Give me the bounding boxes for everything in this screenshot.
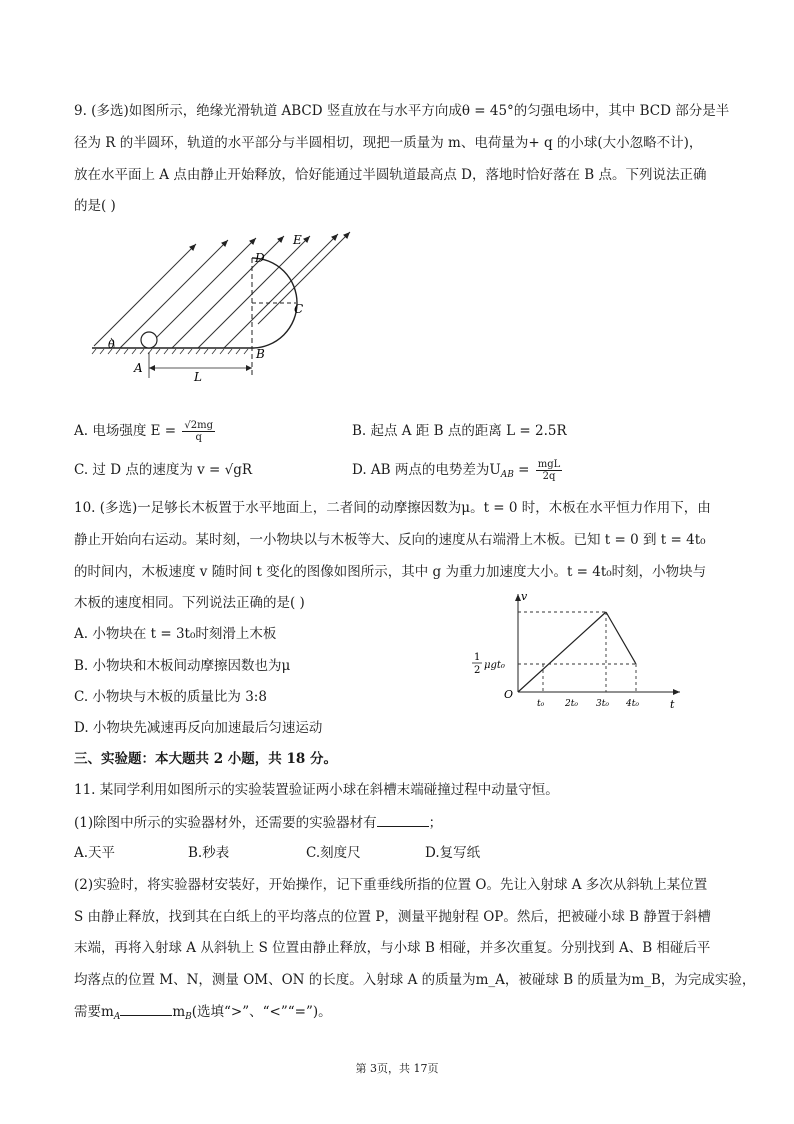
q10-line-3: 的时间内，木板速度 v 随时间 t 变化的图像如图所示，其中 g 为重力加速度大小。t = 4t₀时刻，小物块与 — [74, 564, 707, 580]
answer-blank-2[interactable] — [120, 1001, 172, 1016]
label-b: B — [256, 347, 265, 361]
x-tick-label: 2t₀ — [565, 699, 578, 709]
q11-line-1: 11. 某同学利用如图所示的实验装置验证两小球在斜槽末端碰撞过程中动量守恒。 — [74, 782, 559, 798]
field-line — [224, 234, 338, 348]
q11-part-2-line-1: (2)实验时，将实验器材安装好，开始操作，记下重垂线所指的位置 O。先让入射球 A 多次从斜轨上某位置 — [74, 877, 708, 893]
label-theta: θ — [108, 338, 115, 351]
q11-part-1: (1)除图中所示的实验器材外，还需要的实验器材有 ； — [74, 812, 442, 833]
q11-part-2-line-3: 末端，再将入射球 A 从斜轨上 S 位置由静止释放，与小球 B 相碰，并多次重复。分别找到 A、B 相碰后平 — [74, 940, 711, 956]
q9-option-b: B. 起点 A 距 B 点的距离 L = 2.5R — [352, 423, 567, 439]
q11-part-2-line-5: 需要$m_A$ $m_B$(选填“>”、“<”“=”)。 — [74, 1001, 332, 1027]
field-line — [258, 232, 350, 324]
ball — [141, 332, 157, 348]
q10-option-b: B. 小物块和木板间动摩擦因数也为μ — [74, 658, 291, 674]
page-number: 第 3页，共 17页 — [355, 1062, 439, 1075]
section-3-title: 三、实验题：本大题共 2 小题，共 18 分。 — [74, 751, 337, 767]
origin-label: O — [504, 688, 514, 701]
answer-blank-1[interactable] — [377, 812, 429, 827]
q9-line-4: 的是( ) — [74, 198, 116, 214]
v-axis-label: v — [521, 590, 528, 603]
field-line — [146, 238, 256, 348]
field-line — [120, 240, 228, 348]
q9-option-a: A. 电场强度 E = $\frac{√2mg}{q}$ — [74, 420, 214, 443]
label-d: D — [255, 251, 265, 265]
q10-option-c: C. 小物块与木板的质量比为 3:8 — [74, 689, 267, 705]
q10-line-1: 10. (多选)一足够长木板置于水平地面上，二者间的动摩擦因数为μ。t = 0 时，木板在水平恒力作用下，由 — [74, 500, 711, 516]
y-mark-num: 1 — [474, 652, 481, 663]
label-a: A — [134, 361, 143, 375]
y-mark-den: 2 — [474, 665, 481, 676]
label-l: L — [194, 370, 202, 384]
field-line — [94, 244, 196, 346]
label-c: C — [294, 302, 304, 316]
q10-option-d: D. 小物块先减速再反向加速最后匀速运动 — [74, 720, 323, 736]
q9-line-2: 径为 R 的半圆环，轨道的水平部分与半圆相切，现把一质量为 m、电荷量为+ q 的小球(大小忽略不计)， — [74, 135, 703, 151]
graph-rise — [518, 612, 606, 692]
y-mark-text: μgt₀ — [484, 660, 505, 671]
q11-choice-c: C.刻度尺 — [306, 845, 361, 861]
x-tick-label: 3t₀ — [596, 699, 609, 709]
t-axis-label: t — [670, 698, 675, 711]
q11-choice-b: B.秒表 — [188, 845, 230, 861]
q9-line-1: 9. (多选)如图所示，绝缘光滑轨道 ABCD 竖直放在与水平方向成θ = 45°的匀强电场中，其中 BCD 部分是半 — [74, 103, 730, 119]
q9-figure — [86, 228, 366, 398]
q11-part-2-line-2: S 由静止释放，找到其在白纸上的平均落点的位置 P，测量平抛射程 OP。然后，把被碰小球 B 静置于斜槽 — [74, 909, 711, 925]
q10-line-2: 静止开始向右运动。某时刻，一小物块以与木板等大、反向的速度从右端滑上木板。已知 t = 0 到 t = 4t₀ — [74, 532, 706, 548]
q9-option-c: C. 过 D 点的速度为 v = √gR — [74, 462, 253, 478]
graph-fall — [606, 612, 636, 664]
q10-line-4: 木板的速度相同。下列说法正确的是( ) — [74, 595, 305, 611]
q9-line-3: 放在水平面上 A 点由静止开始释放，恰好能通过半圆轨道最高点 D，落地时恰好落在 B 点。下列说法正确 — [74, 167, 707, 183]
q9-option-d: D. AB 两点的电势差为$U_{AB}$ = $\frac{\text{mgL}}{2q}$ — [352, 459, 561, 482]
label-e: E — [293, 233, 302, 247]
q11-part-2-line-4: 均落点的位置 M、N，测量 OM、ON 的长度。入射球 A 的质量为m_A，被碰球 B 的质量为m_B，为完成实验， — [74, 972, 756, 988]
x-tick-label: 4t₀ — [626, 699, 639, 709]
x-tick-label: t₀ — [537, 699, 545, 709]
q10-vt-graph — [466, 588, 696, 718]
q11-choice-d: D.复写纸 — [425, 845, 481, 861]
q10-option-a: A. 小物块在 t = 3t₀时刻滑上木板 — [74, 626, 277, 642]
field-line — [172, 236, 284, 348]
q11-choice-a: A.天平 — [74, 845, 116, 861]
